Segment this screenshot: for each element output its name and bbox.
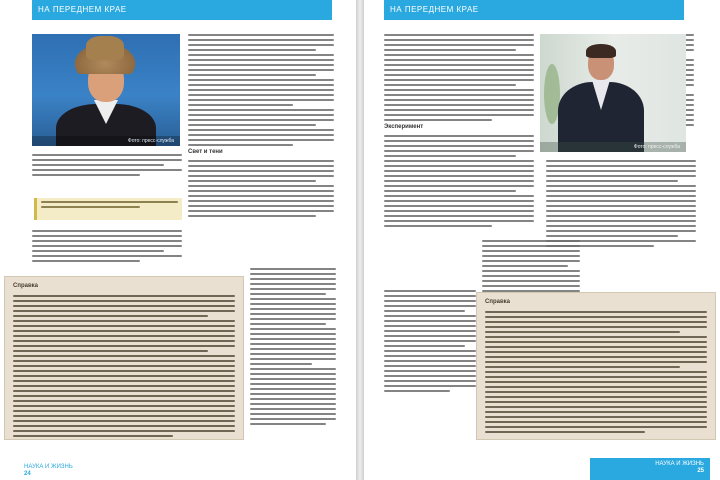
right-sidebar-title: Справка	[485, 299, 510, 305]
left-column-2-text-b	[250, 268, 336, 428]
left-subhead: Свет и тени	[188, 149, 223, 155]
left-header-bar	[32, 0, 332, 20]
right-footer	[590, 458, 710, 480]
left-footer-brand: НАУКА И ЖИЗНЬ	[24, 464, 73, 470]
left-page	[0, 0, 356, 480]
speaker-hair	[586, 44, 616, 58]
right-header-title: НА ПЕРЕДНЕМ КРАЕ	[390, 5, 479, 14]
left-footer	[24, 460, 144, 480]
left-sidebar-title: Справка	[13, 283, 38, 289]
left-header-title: НА ПЕРЕДНЕМ КРАЕ	[38, 5, 127, 14]
right-column-1-text	[384, 34, 534, 230]
left-callout	[34, 198, 182, 220]
right-column-1-text-b	[384, 290, 476, 395]
portrait-hat-icon	[86, 36, 124, 60]
right-header-bar	[384, 0, 684, 20]
right-page-number: 25	[697, 468, 704, 474]
right-footer-brand: НАУКА И ЖИЗНЬ	[655, 461, 704, 467]
right-sidebar-box	[476, 292, 716, 440]
left-sidebar-box	[4, 276, 244, 440]
left-column-2-text	[188, 34, 334, 220]
left-photo	[32, 34, 180, 146]
left-page-number: 24	[24, 471, 31, 477]
right-photo-caption: Фото: пресс-служба	[540, 142, 686, 152]
right-photo	[540, 34, 686, 152]
left-column-1-text	[32, 154, 182, 179]
spread-gutter	[356, 0, 364, 480]
left-column-1-text-b	[32, 230, 182, 265]
left-photo-caption: Фото: пресс-служба	[32, 136, 180, 146]
right-column-3-text	[546, 160, 696, 250]
right-subhead: Эксперимент	[384, 124, 424, 130]
